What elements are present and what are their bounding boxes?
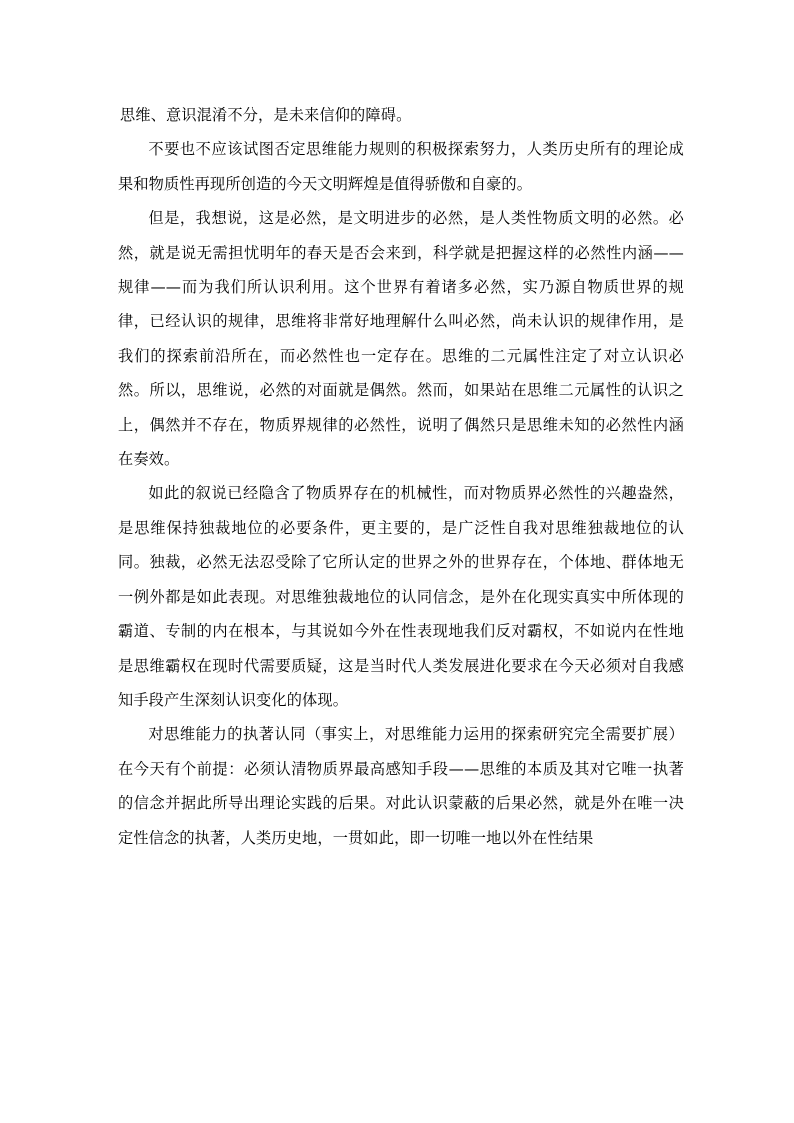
paragraph-4: 如此的叙说已经隐含了物质界存在的机械性，而对物质界必然性的兴趣盎然，是思维保持独裁地位的必要条件，更主要的，是广泛性自我对思维独裁地位的认同。独裁，必然无法忍受除了它所认定的世界之外的世界存在，个体地、群体地无一例外都是如此表现。对思维独裁地位的认同信念，是外在化现实真实中所体现的霸道、专制的内在根本，与其说如今外在性表现地我们反对霸权，不如说内在性地是思维霸权在现时代需要质疑，这是当时代人类发展进化要求在今天必须对自我感知手段产生深刻认识变化的体现。	[118, 484, 684, 709]
paragraph-5: 对思维能力的执著认同（事实上，对思维能力运用的探索研究完全需要扩展）在今天有个前提：必须认清物质界最高感知手段——思维的本质及其对它唯一执著的信念并据此所导出理论实践的后果。对此认识蒙蔽的后果必然，就是外在唯一决定性信念的执著，人类历史地，一贯如此，即一切唯一地以外在性结果	[118, 725, 684, 847]
paragraph-1: 思维、意识混淆不分，是未来信仰的障碍。	[120, 106, 412, 124]
body-text	[118, 98, 684, 855]
paragraph-3: 但是，我想说，这是必然，是文明进步的必然，是人类性物质文明的必然。必然，就是说无需担忧明年的春天是否会来到，科学就是把握这样的必然性内涵——规律——而为我们所认识利用。这个世界有着诸多必然，实乃源自物质世界的规律，已经认识的规律，思维将非常好地理解什么叫必然，尚未认识的规律作用，是我们的探索前沿所在，而必然性也一定存在。思维的二元属性注定了对立认识必然。所以，思维说，必然的对面就是偶然。然而，如果站在思维二元属性的认识之上，偶然并不存在，物质界规律的必然性，说明了偶然只是思维未知的必然性内涵在奏效。	[118, 209, 684, 469]
paragraph-2: 不要也不应该试图否定思维能力规则的积极探索努力，人类历史所有的理论成果和物质性再现所创造的今天文明辉煌是值得骄傲和自豪的。	[118, 140, 684, 193]
